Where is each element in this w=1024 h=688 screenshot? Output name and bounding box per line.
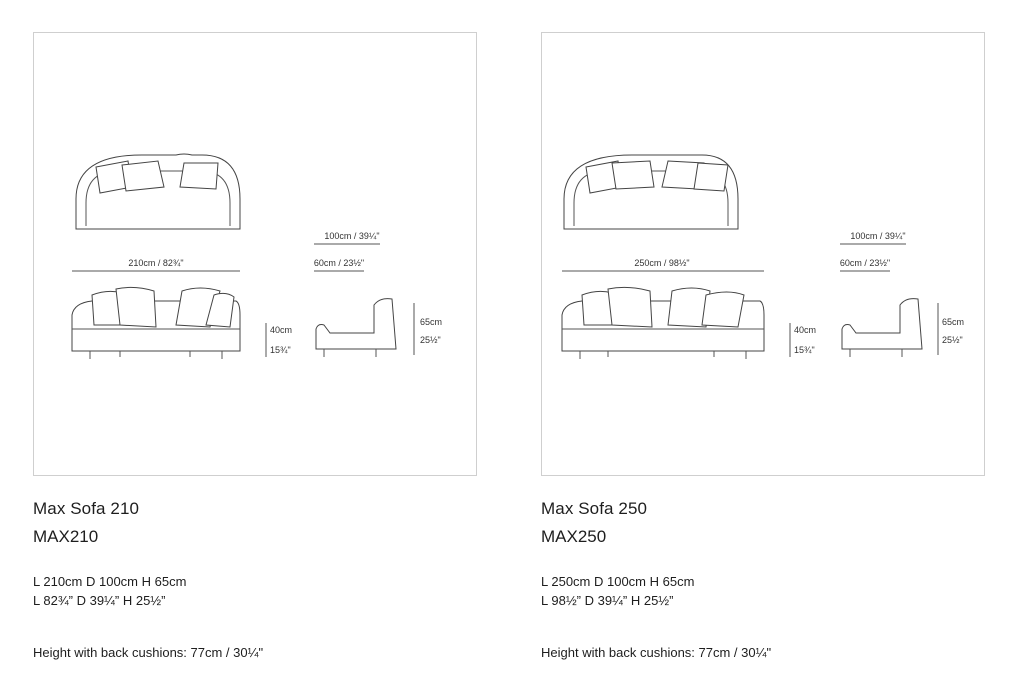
sofa-technical-drawing xyxy=(542,33,984,475)
product-name: Max Sofa 210 xyxy=(33,499,140,518)
product-code: MAX250 xyxy=(541,527,607,546)
dimensions-metric: L 250cm D 100cm H 65cm xyxy=(541,574,695,589)
seat-height-cm-label: 40cm xyxy=(270,325,293,335)
seat-height-cm-label: 40cm xyxy=(794,325,817,335)
technical-drawing-frame xyxy=(541,32,985,476)
cushion-height-note: Height with back cushions: 77cm / 30¼" xyxy=(33,645,264,660)
seat-height-in-label: 15¾" xyxy=(794,345,815,355)
sofa-side-view xyxy=(842,299,922,357)
height-in-label: 25½" xyxy=(420,335,441,345)
sofa-top-view xyxy=(564,155,738,229)
technical-drawing-frame xyxy=(33,32,477,476)
seat-height-in-label: 15¾" xyxy=(270,345,291,355)
sofa-top-view xyxy=(76,154,240,229)
length-dimension-label: 250cm / 98½" xyxy=(634,258,690,268)
seat-depth-dimension-label: 60cm / 23½" xyxy=(839,258,891,268)
product-card-max250 xyxy=(541,32,985,660)
height-cm-label: 65cm xyxy=(942,317,965,327)
sofa-front-view xyxy=(562,287,764,359)
dimensions-imperial: L 82¾” D 39¼” H 25½” xyxy=(33,593,166,608)
sofa-front-view xyxy=(72,287,240,359)
dimensions-imperial: L 98½” D 39¼” H 25½” xyxy=(541,593,674,608)
product-name: Max Sofa 250 xyxy=(541,499,648,518)
seat-depth-dimension-label: 60cm / 23½" xyxy=(313,258,365,268)
product-code: MAX210 xyxy=(33,527,99,546)
depth-dimension-label: 100cm / 39¼" xyxy=(324,231,380,241)
length-dimension-label: 210cm / 82¾" xyxy=(128,258,184,268)
product-card-max210 xyxy=(33,32,477,660)
height-in-label: 25½" xyxy=(942,335,963,345)
height-cm-label: 65cm xyxy=(420,317,443,327)
dimensions-metric: L 210cm D 100cm H 65cm xyxy=(33,574,187,589)
depth-dimension-label: 100cm / 39¼" xyxy=(850,231,906,241)
cushion-height-note: Height with back cushions: 77cm / 30¼" xyxy=(541,645,772,660)
sofa-side-view xyxy=(316,299,396,357)
sofa-technical-drawing xyxy=(34,33,476,475)
